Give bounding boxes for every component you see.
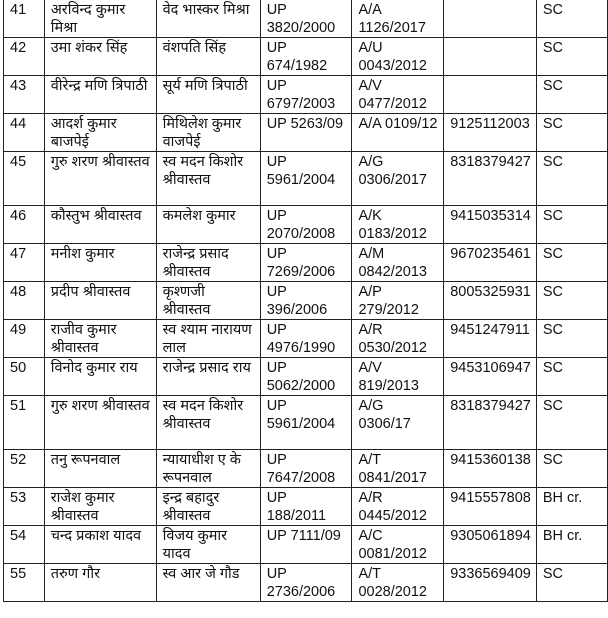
name-cell: मनीश कुमार (44, 244, 156, 282)
name-cell: अरविन्द कुमार मिश्रा (44, 0, 156, 38)
enrolment-number-cell: UP 7111/09 (260, 526, 352, 564)
name-cell: राजेश कुमार श्रीवास्तव (44, 488, 156, 526)
category-cell: BH cr. (536, 526, 607, 564)
father-name-cell: स्व मदन किशोर श्रीवास्तव (156, 152, 260, 206)
category-cell: SC (536, 114, 607, 152)
father-name-cell: विजय कुमार यादव (156, 526, 260, 564)
serial-number-cell: 52 (4, 450, 45, 488)
serial-number-cell: 41 (4, 0, 45, 38)
enrolment-number-cell: UP 396/2006 (260, 282, 352, 320)
father-name-cell: सूर्य मणि त्रिपाठी (156, 76, 260, 114)
enrolment-number-cell: UP 3820/2000 (260, 0, 352, 38)
registration-number-cell: A/U 0043/2012 (352, 38, 444, 76)
phone-number-cell: 9305061894 (444, 526, 537, 564)
phone-number-cell: 9451247911 (444, 320, 537, 358)
registration-number-cell: A/A 0109/12 (352, 114, 444, 152)
serial-number-cell: 43 (4, 76, 45, 114)
name-cell: वीरेन्द्र मणि त्रिपाठी (44, 76, 156, 114)
table-row (4, 488, 608, 526)
enrolment-number-cell: UP 5961/2004 (260, 152, 352, 206)
table-row (4, 358, 608, 396)
category-cell: SC (536, 38, 607, 76)
category-cell: SC (536, 206, 607, 244)
registration-number-cell: A/A 1126/2017 (352, 0, 444, 38)
father-name-cell: स्व आर जे गौड (156, 564, 260, 602)
registration-number-cell: A/G 0306/17 (352, 396, 444, 450)
phone-number-cell: 9415035314 (444, 206, 537, 244)
table-row (4, 526, 608, 564)
category-cell: SC (536, 320, 607, 358)
phone-number-cell (444, 0, 537, 38)
name-cell: तनु रूपनवाल (44, 450, 156, 488)
table-row (4, 152, 608, 206)
table-row (4, 450, 608, 488)
registration-number-cell: A/K 0183/2012 (352, 206, 444, 244)
phone-number-cell (444, 38, 537, 76)
father-name-cell: स्व श्याम नारायण लाल (156, 320, 260, 358)
name-cell: चन्द प्रकाश यादव (44, 526, 156, 564)
registration-number-cell: A/M 0842/2013 (352, 244, 444, 282)
father-name-cell: राजेन्द्र प्रसाद राय (156, 358, 260, 396)
category-cell: SC (536, 396, 607, 450)
serial-number-cell: 55 (4, 564, 45, 602)
enrolment-number-cell: UP 188/2011 (260, 488, 352, 526)
phone-number-cell: 9125112003 (444, 114, 537, 152)
phone-number-cell (444, 76, 537, 114)
serial-number-cell: 44 (4, 114, 45, 152)
category-cell: BH cr. (536, 488, 607, 526)
enrolment-number-cell: UP 5961/2004 (260, 396, 352, 450)
father-name-cell: स्व मदन किशोर श्रीवास्तव (156, 396, 260, 450)
phone-number-cell: 8005325931 (444, 282, 537, 320)
phone-number-cell: 9670235461 (444, 244, 537, 282)
category-cell: SC (536, 76, 607, 114)
enrolment-number-cell: UP 2736/2006 (260, 564, 352, 602)
table-row (4, 282, 608, 320)
serial-number-cell: 53 (4, 488, 45, 526)
category-cell: SC (536, 244, 607, 282)
table-row (4, 206, 608, 244)
name-cell: राजीव कुमार श्रीवास्तव (44, 320, 156, 358)
category-cell: SC (536, 358, 607, 396)
category-cell: SC (536, 564, 607, 602)
father-name-cell: कमलेश कुमार (156, 206, 260, 244)
father-name-cell: वेद भास्कर मिश्रा (156, 0, 260, 38)
enrolment-number-cell: UP 5263/09 (260, 114, 352, 152)
registration-number-cell: A/V 819/2013 (352, 358, 444, 396)
phone-number-cell: 8318379427 (444, 396, 537, 450)
registration-number-cell: A/G 0306/2017 (352, 152, 444, 206)
category-cell: SC (536, 282, 607, 320)
serial-number-cell: 48 (4, 282, 45, 320)
enrolment-number-cell: UP 2070/2008 (260, 206, 352, 244)
serial-number-cell: 46 (4, 206, 45, 244)
name-cell: कौस्तुभ श्रीवास्तव (44, 206, 156, 244)
phone-number-cell: 9415557808 (444, 488, 537, 526)
category-cell: SC (536, 152, 607, 206)
serial-number-cell: 49 (4, 320, 45, 358)
registration-number-cell: A/C 0081/2012 (352, 526, 444, 564)
father-name-cell: मिथिलेश कुमार वाजपेई (156, 114, 260, 152)
father-name-cell: वंशपति सिंह (156, 38, 260, 76)
category-cell: SC (536, 450, 607, 488)
serial-number-cell: 45 (4, 152, 45, 206)
phone-number-cell: 9453106947 (444, 358, 537, 396)
enrolment-number-cell: UP 7269/2006 (260, 244, 352, 282)
registration-number-cell: A/P 279/2012 (352, 282, 444, 320)
enrolment-number-cell: UP 6797/2003 (260, 76, 352, 114)
enrolment-number-cell: UP 5062/2000 (260, 358, 352, 396)
name-cell: उमा शंकर सिंह (44, 38, 156, 76)
table-row (4, 244, 608, 282)
table-row (4, 38, 608, 76)
table-row (4, 320, 608, 358)
phone-number-cell: 9415360138 (444, 450, 537, 488)
registration-number-cell: A/T 0841/2017 (352, 450, 444, 488)
advocate-list-table (3, 0, 608, 602)
name-cell: गुरु शरण श्रीवास्तव (44, 152, 156, 206)
registration-number-cell: A/R 0530/2012 (352, 320, 444, 358)
enrolment-number-cell: UP 4976/1990 (260, 320, 352, 358)
serial-number-cell: 51 (4, 396, 45, 450)
registration-number-cell: A/V 0477/2012 (352, 76, 444, 114)
phone-number-cell: 9336569409 (444, 564, 537, 602)
table-row (4, 114, 608, 152)
registration-number-cell: A/R 0445/2012 (352, 488, 444, 526)
table-row (4, 564, 608, 602)
enrolment-number-cell: UP 674/1982 (260, 38, 352, 76)
serial-number-cell: 50 (4, 358, 45, 396)
name-cell: गुरु शरण श्रीवास्तव (44, 396, 156, 450)
serial-number-cell: 47 (4, 244, 45, 282)
table-row (4, 76, 608, 114)
father-name-cell: न्यायाधीश ए के रूपनवाल (156, 450, 260, 488)
table-row (4, 0, 608, 38)
serial-number-cell: 54 (4, 526, 45, 564)
registration-number-cell: A/T 0028/2012 (352, 564, 444, 602)
serial-number-cell: 42 (4, 38, 45, 76)
father-name-cell: राजेन्द्र प्रसाद श्रीवास्तव (156, 244, 260, 282)
phone-number-cell: 8318379427 (444, 152, 537, 206)
name-cell: तरुण गौर (44, 564, 156, 602)
table-body (4, 0, 608, 602)
enrolment-number-cell: UP 7647/2008 (260, 450, 352, 488)
name-cell: आदर्श कुमार बाजपेई (44, 114, 156, 152)
table-row (4, 396, 608, 450)
father-name-cell: कृश्णजी श्रीवास्तव (156, 282, 260, 320)
category-cell: SC (536, 0, 607, 38)
father-name-cell: इन्द्र बहादुर श्रीवास्तव (156, 488, 260, 526)
name-cell: विनोद कुमार राय (44, 358, 156, 396)
name-cell: प्रदीप श्रीवास्तव (44, 282, 156, 320)
